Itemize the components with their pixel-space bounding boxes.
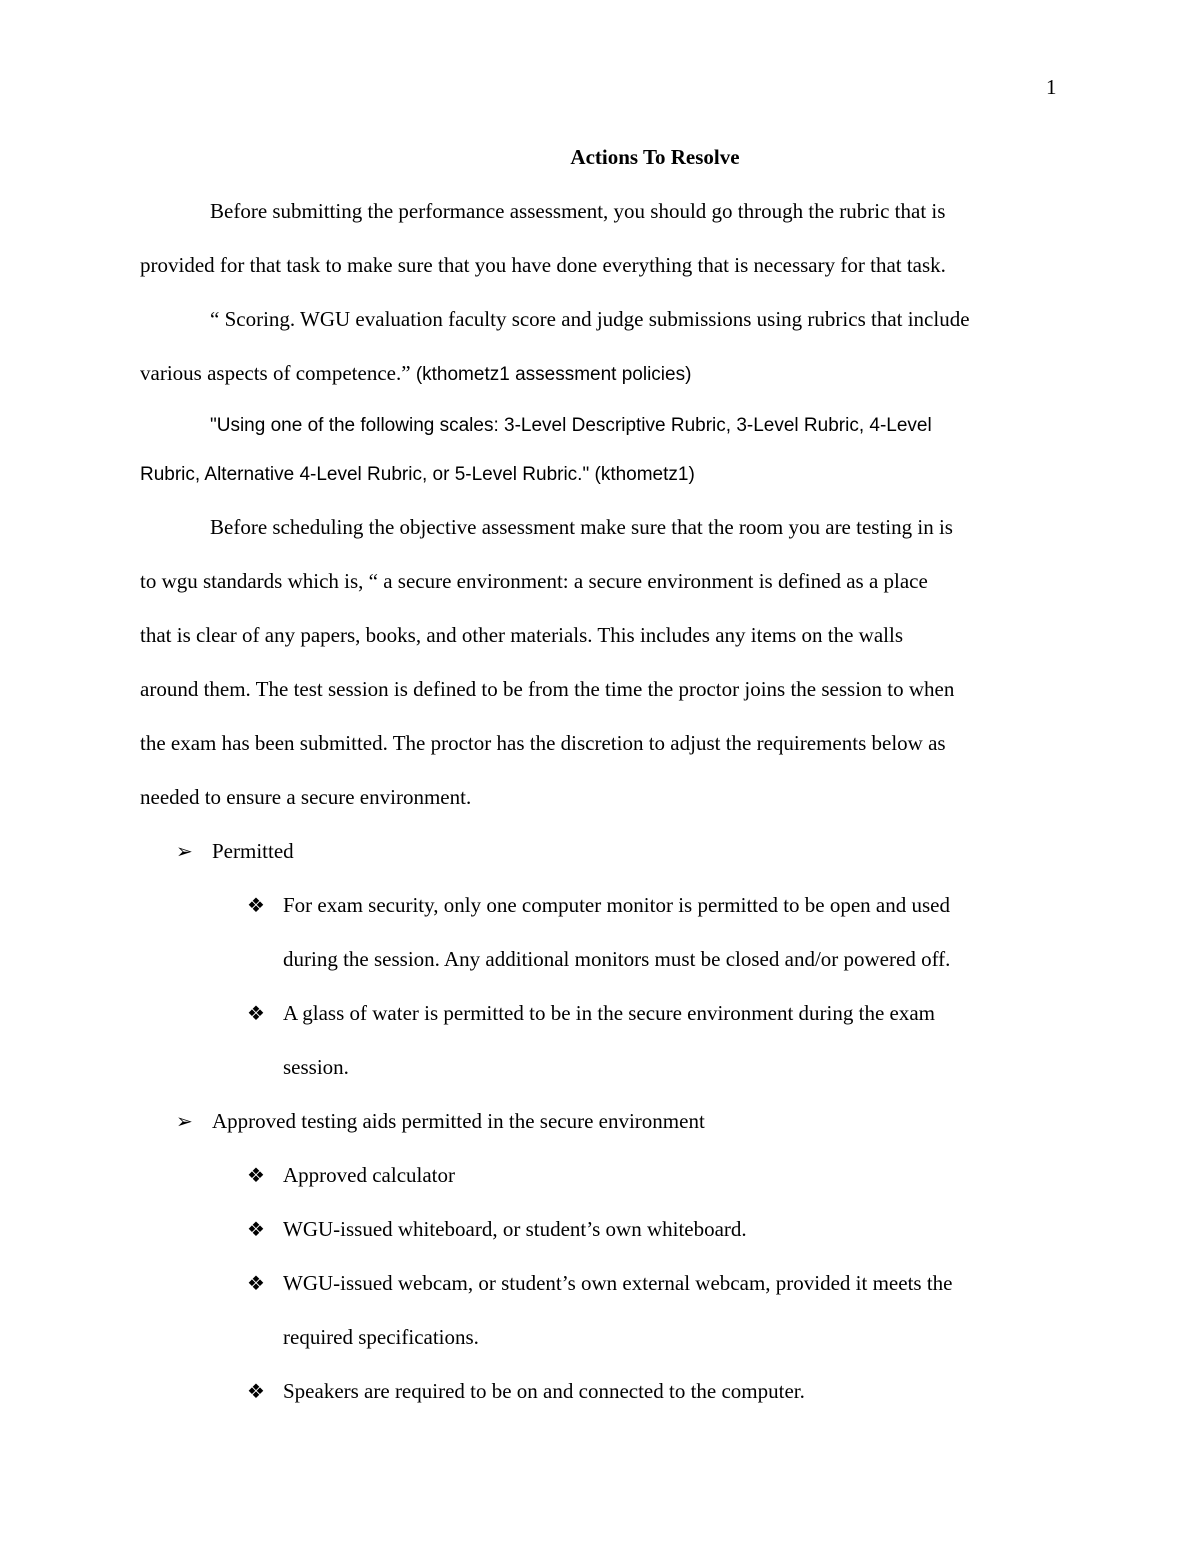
document-title: Actions To Resolve [570, 145, 740, 169]
diamond-bullet-icon: ❖ [247, 893, 265, 917]
list-item: For exam security, only one computer monitor is permitted to be open and used [283, 893, 950, 917]
paragraph-4-line-1: Before scheduling the objective assessment make sure that the room you are testing in is [210, 515, 953, 539]
paragraph-3-line-2: Rubric, Alternative 4-Level Rubric, or 5-Level Rubric." (kthometz1) [140, 464, 695, 485]
paragraph-1-line-2: provided for that task to make sure that you have done everything that is necessary for that task. [140, 253, 946, 277]
arrow-bullet-icon: ➢ [176, 839, 193, 863]
list-item-continuation: required specifications. [283, 1325, 479, 1349]
list-item-continuation: session. [283, 1055, 349, 1079]
paragraph-2-line-1: “ Scoring. WGU evaluation faculty score and judge submissions using rubrics that include [210, 307, 970, 331]
diamond-bullet-icon: ❖ [247, 1001, 265, 1025]
paragraph-2-quote-end: various aspects of competence.” [140, 361, 411, 385]
paragraph-4-line-6: needed to ensure a secure environment. [140, 785, 472, 809]
list-item: Approved calculator [283, 1163, 456, 1187]
list-item: Speakers are required to be on and connected to the computer. [283, 1379, 805, 1403]
list-item: WGU-issued whiteboard, or student’s own whiteboard. [283, 1217, 747, 1241]
paragraph-2-line-2 [140, 360, 691, 388]
diamond-bullet-icon: ❖ [247, 1271, 265, 1295]
paragraph-4-line-5: the exam has been submitted. The proctor has the discretion to adjust the requirements below as [140, 731, 946, 755]
list-item: A glass of water is permitted to be in the secure environment during the exam [283, 1001, 935, 1025]
list-item-continuation: during the session. Any additional monitors must be closed and/or powered off. [283, 947, 951, 971]
paragraph-2-citation: (kthometz1 assessment policies) [415, 364, 692, 385]
list-item: WGU-issued webcam, or student’s own external webcam, provided it meets the [283, 1271, 953, 1295]
diamond-bullet-icon: ❖ [247, 1379, 265, 1403]
paragraph-4-line-2: to wgu standards which is, “ a secure environment: a secure environment is defined as a place [140, 569, 928, 593]
diamond-bullet-icon: ❖ [247, 1163, 265, 1187]
arrow-bullet-icon: ➢ [176, 1109, 193, 1133]
page-number: 1 [1046, 75, 1057, 99]
paragraph-3-line-1: "Using one of the following scales: 3-Level Descriptive Rubric, 3-Level Rubric, 4-Level [210, 415, 932, 436]
diamond-bullet-icon: ❖ [247, 1217, 265, 1241]
list-section-approved-aids: Approved testing aids permitted in the secure environment [212, 1109, 705, 1133]
list-section-permitted: Permitted [212, 839, 294, 863]
paragraph-4-line-3: that is clear of any papers, books, and other materials. This includes any items on the walls [140, 623, 904, 647]
paragraph-1-line-1: Before submitting the performance assessment, you should go through the rubric that is [210, 199, 946, 223]
paragraph-4-line-4: around them. The test session is defined to be from the time the proctor joins the session to when [140, 677, 955, 701]
